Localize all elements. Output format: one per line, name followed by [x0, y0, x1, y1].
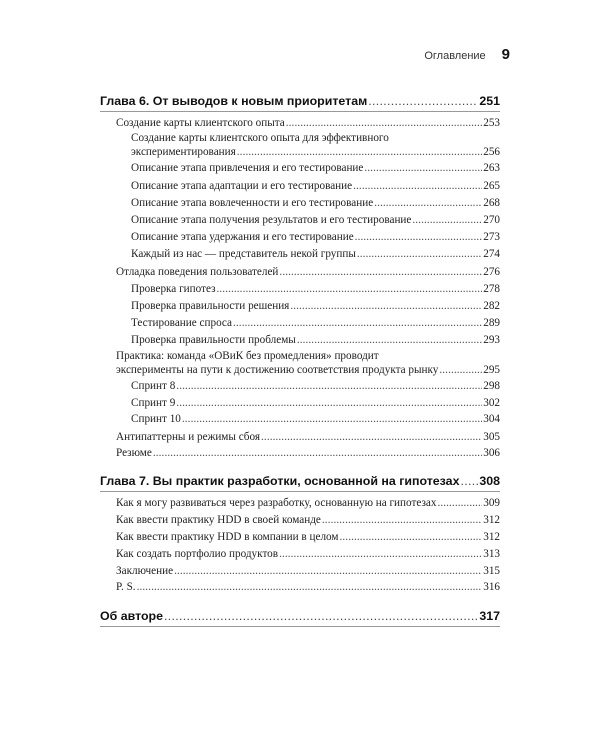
leader-dots — [217, 282, 483, 296]
leader-dots — [374, 196, 482, 210]
leader-dots — [460, 474, 478, 488]
toc-entry-page: 315 — [483, 565, 500, 577]
toc-entry-page: 312 — [483, 514, 500, 526]
toc-entry-page: 305 — [483, 431, 500, 443]
leader-dots — [237, 145, 482, 159]
toc-entry-page: 265 — [483, 180, 500, 192]
toc-entry-page: 306 — [483, 447, 500, 459]
toc-entry-title: Антипаттерны и режимы сбоя — [116, 431, 261, 443]
toc-entry[interactable] — [131, 131, 500, 159]
toc-entry[interactable] — [116, 564, 500, 578]
toc-entry-page: 276 — [483, 266, 500, 278]
leader-dots — [297, 333, 482, 347]
leader-dots — [437, 496, 482, 510]
toc-entry-page: 251 — [479, 94, 500, 108]
leader-dots — [176, 396, 482, 410]
leader-dots — [353, 179, 482, 193]
toc-chapter-6[interactable] — [100, 94, 500, 108]
toc-entry[interactable] — [116, 446, 500, 460]
toc-entry[interactable] — [131, 213, 500, 227]
toc-entry[interactable] — [116, 547, 500, 561]
toc-entry-page: 253 — [483, 117, 500, 129]
toc-entry-page: 293 — [483, 334, 500, 346]
toc-entry-page: 274 — [483, 248, 500, 260]
toc-entry[interactable] — [116, 265, 500, 279]
toc-entry[interactable] — [116, 580, 500, 594]
toc-entry-title-line1: Практика: команда «ОВиК без промедления» проводит — [116, 350, 379, 362]
leader-dots — [355, 230, 483, 244]
toc-entry-page: 308 — [479, 474, 500, 488]
running-title: Оглавление — [424, 50, 486, 62]
toc-entry-title: Описание этапа адаптации и его тестирование — [131, 180, 353, 192]
toc-entry-page: 273 — [483, 231, 500, 243]
toc-entry-title: Спринт 9 — [131, 397, 176, 409]
toc-entry-title: Заключение — [116, 565, 174, 577]
toc-entry-page: 298 — [483, 380, 500, 392]
toc-entry-title-line2: эксперименты на пути к достижению соответствия продукта рынку — [116, 364, 439, 376]
toc-entry-title: Описание этапа удержания и его тестирование — [131, 231, 354, 243]
toc-entry[interactable] — [131, 379, 500, 393]
toc-entry[interactable] — [131, 396, 500, 410]
toc-entry[interactable] — [116, 430, 500, 444]
toc-entry-page: 270 — [483, 214, 500, 226]
toc-entry-page: 282 — [483, 300, 500, 312]
leader-dots — [368, 94, 478, 108]
leader-dots — [439, 363, 482, 377]
leader-dots — [174, 564, 482, 578]
toc-entry-title: Проверка правильности проблемы — [131, 334, 296, 346]
toc-entry[interactable] — [116, 496, 500, 510]
leader-dots — [290, 299, 482, 313]
divider — [100, 491, 500, 492]
toc-entry-title-line2: экспериментирования — [131, 146, 236, 158]
leader-dots — [340, 530, 483, 544]
toc-about-author[interactable] — [100, 609, 500, 623]
toc-entry[interactable] — [116, 116, 500, 130]
toc-entry-page: 256 — [483, 146, 500, 158]
leader-dots — [279, 265, 482, 279]
toc-entry[interactable] — [131, 282, 500, 296]
leader-dots — [364, 161, 482, 175]
toc-entry-page: 278 — [483, 283, 500, 295]
toc-entry-title: Описание этапа вовлеченности и его тестирование — [131, 197, 374, 209]
toc-entry-page: 268 — [483, 197, 500, 209]
toc-entry-title: Как ввести практику HDD в компании в целом — [116, 531, 339, 543]
toc-entry-title: Создание карты клиентского опыта — [116, 117, 285, 129]
toc-entry-title: Проверка гипотез — [131, 283, 216, 295]
leader-dots — [357, 247, 482, 261]
toc-entry-title: Как создать портфолио продуктов — [116, 548, 279, 560]
leader-dots — [176, 379, 482, 393]
toc-entry[interactable] — [131, 247, 500, 261]
toc-entry-title: Отладка поведения пользователей — [116, 266, 279, 278]
toc-entry[interactable] — [131, 179, 500, 193]
divider — [100, 111, 500, 112]
toc-entry-page: 302 — [483, 397, 500, 409]
toc-entry[interactable] — [116, 513, 500, 527]
leader-dots — [164, 609, 478, 623]
toc-entry[interactable] — [131, 299, 500, 313]
leader-dots — [412, 213, 482, 227]
toc-entry[interactable] — [131, 161, 500, 175]
leader-dots — [261, 430, 482, 444]
leader-dots — [137, 580, 483, 594]
toc-entry-page: 263 — [483, 162, 500, 174]
toc-entry-title: Каждый из нас — представитель некой группы — [131, 248, 356, 260]
toc-entry[interactable] — [131, 230, 500, 244]
toc-entry-title: P. S. — [116, 581, 136, 593]
leader-dots — [233, 316, 482, 330]
toc-entry[interactable] — [131, 333, 500, 347]
toc-entry-title: Спринт 8 — [131, 380, 176, 392]
toc-entry-page: 313 — [483, 548, 500, 560]
toc-entry-title: Об авторе — [100, 609, 164, 623]
toc-entry-page: 309 — [483, 497, 500, 509]
toc-entry-page: 295 — [483, 364, 500, 376]
toc-entry[interactable] — [131, 196, 500, 210]
toc-entry[interactable] — [131, 316, 500, 330]
toc-entry-page: 289 — [483, 317, 500, 329]
toc-entry-title: Глава 6. От выводов к новым приоритетам — [100, 94, 368, 108]
toc-entry[interactable] — [116, 530, 500, 544]
toc-entry-page: 312 — [483, 531, 500, 543]
page-number: 9 — [501, 46, 510, 63]
toc-entry-title: Описание этапа получения результатов и его тестирование — [131, 214, 412, 226]
leader-dots — [153, 446, 482, 460]
divider — [100, 626, 500, 627]
leader-dots — [286, 116, 482, 130]
toc-entry-title-line1: Создание карты клиентского опыта для эффективного — [131, 132, 389, 144]
leader-dots — [322, 513, 482, 527]
leader-dots — [182, 412, 482, 426]
toc-entry-title: Описание этапа привлечения и его тестирование — [131, 162, 364, 174]
toc-entry-title: Как я могу развиваться через разработку, основанную на гипотезах — [116, 497, 437, 509]
toc-entry[interactable] — [131, 412, 500, 426]
toc-entry-title: Проверка правильности решения — [131, 300, 290, 312]
toc-entry-title: Тестирование спроса — [131, 317, 233, 329]
toc-entry-title: Резюме — [116, 447, 152, 459]
toc-entry-page: 317 — [479, 609, 500, 623]
leader-dots — [279, 547, 482, 561]
toc-entry-title: Как ввести практику HDD в своей команде — [116, 514, 321, 526]
toc-entry[interactable] — [116, 349, 500, 377]
toc-entry-page: 304 — [483, 413, 500, 425]
toc-entry-title: Спринт 10 — [131, 413, 181, 425]
toc-entry-title: Глава 7. Вы практик разработки, основанной на гипотезах — [100, 474, 460, 488]
toc-chapter-7[interactable] — [100, 474, 500, 488]
toc-entry-page: 316 — [483, 581, 500, 593]
